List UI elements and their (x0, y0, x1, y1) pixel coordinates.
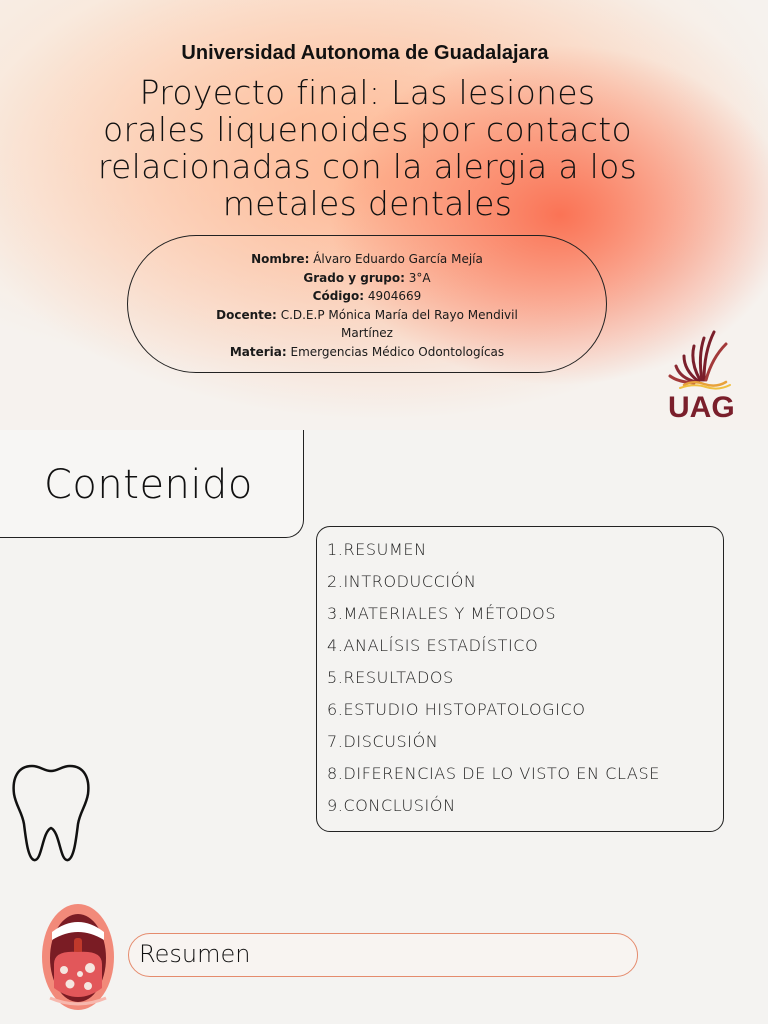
table-of-contents (316, 526, 724, 832)
student-info-card (127, 235, 607, 373)
toc-item: 9.CONCLUSIÓN (327, 796, 456, 815)
toc-item: 3.MATERIALES Y MÉTODOS (327, 604, 557, 623)
toc-item: 2.INTRODUCCIÓN (327, 572, 477, 591)
resumen-section-header (128, 933, 638, 977)
toc-item: 5.RESULTADOS (327, 668, 454, 687)
toc-item: 1.RESUMEN (327, 540, 427, 559)
page-title: Proyecto final: Las lesiones orales liquenoides por contacto relacionadas con la alergia a los metales dentales (97, 73, 638, 223)
toc-item: 7.DISCUSIÓN (327, 732, 439, 751)
uag-logo-text: UAG (668, 391, 735, 420)
contenido-title: Contenido (44, 462, 253, 508)
tooth-icon (10, 762, 92, 864)
toc-item: 8.DIFERENCIAS DE LO VISTO EN CLASE (327, 764, 660, 783)
toc-item: 4.ANALÍSIS ESTADÍSTICO (327, 636, 539, 655)
info-grado: Grado y grupo: 3°A (303, 270, 431, 285)
university-name: Universidad Autonoma de Guadalajara (181, 42, 549, 64)
mouth-tongue-icon (40, 902, 116, 1012)
toc-item: 6.ESTUDIO HISTOPATOLOGICO (327, 700, 586, 719)
info-docente: Docente: C.D.E.P Mónica María del Rayo Mendivil Martínez (216, 307, 518, 340)
toc-list (327, 534, 660, 822)
resumen-title: Resumen (139, 940, 251, 968)
info-codigo: Código: 4904669 (312, 289, 422, 303)
uag-logo (664, 330, 748, 420)
info-materia: Materia: Emergencias Médico Odontologícas (229, 344, 505, 359)
info-nombre: Nombre: Álvaro Eduardo García Mejía (251, 252, 483, 266)
